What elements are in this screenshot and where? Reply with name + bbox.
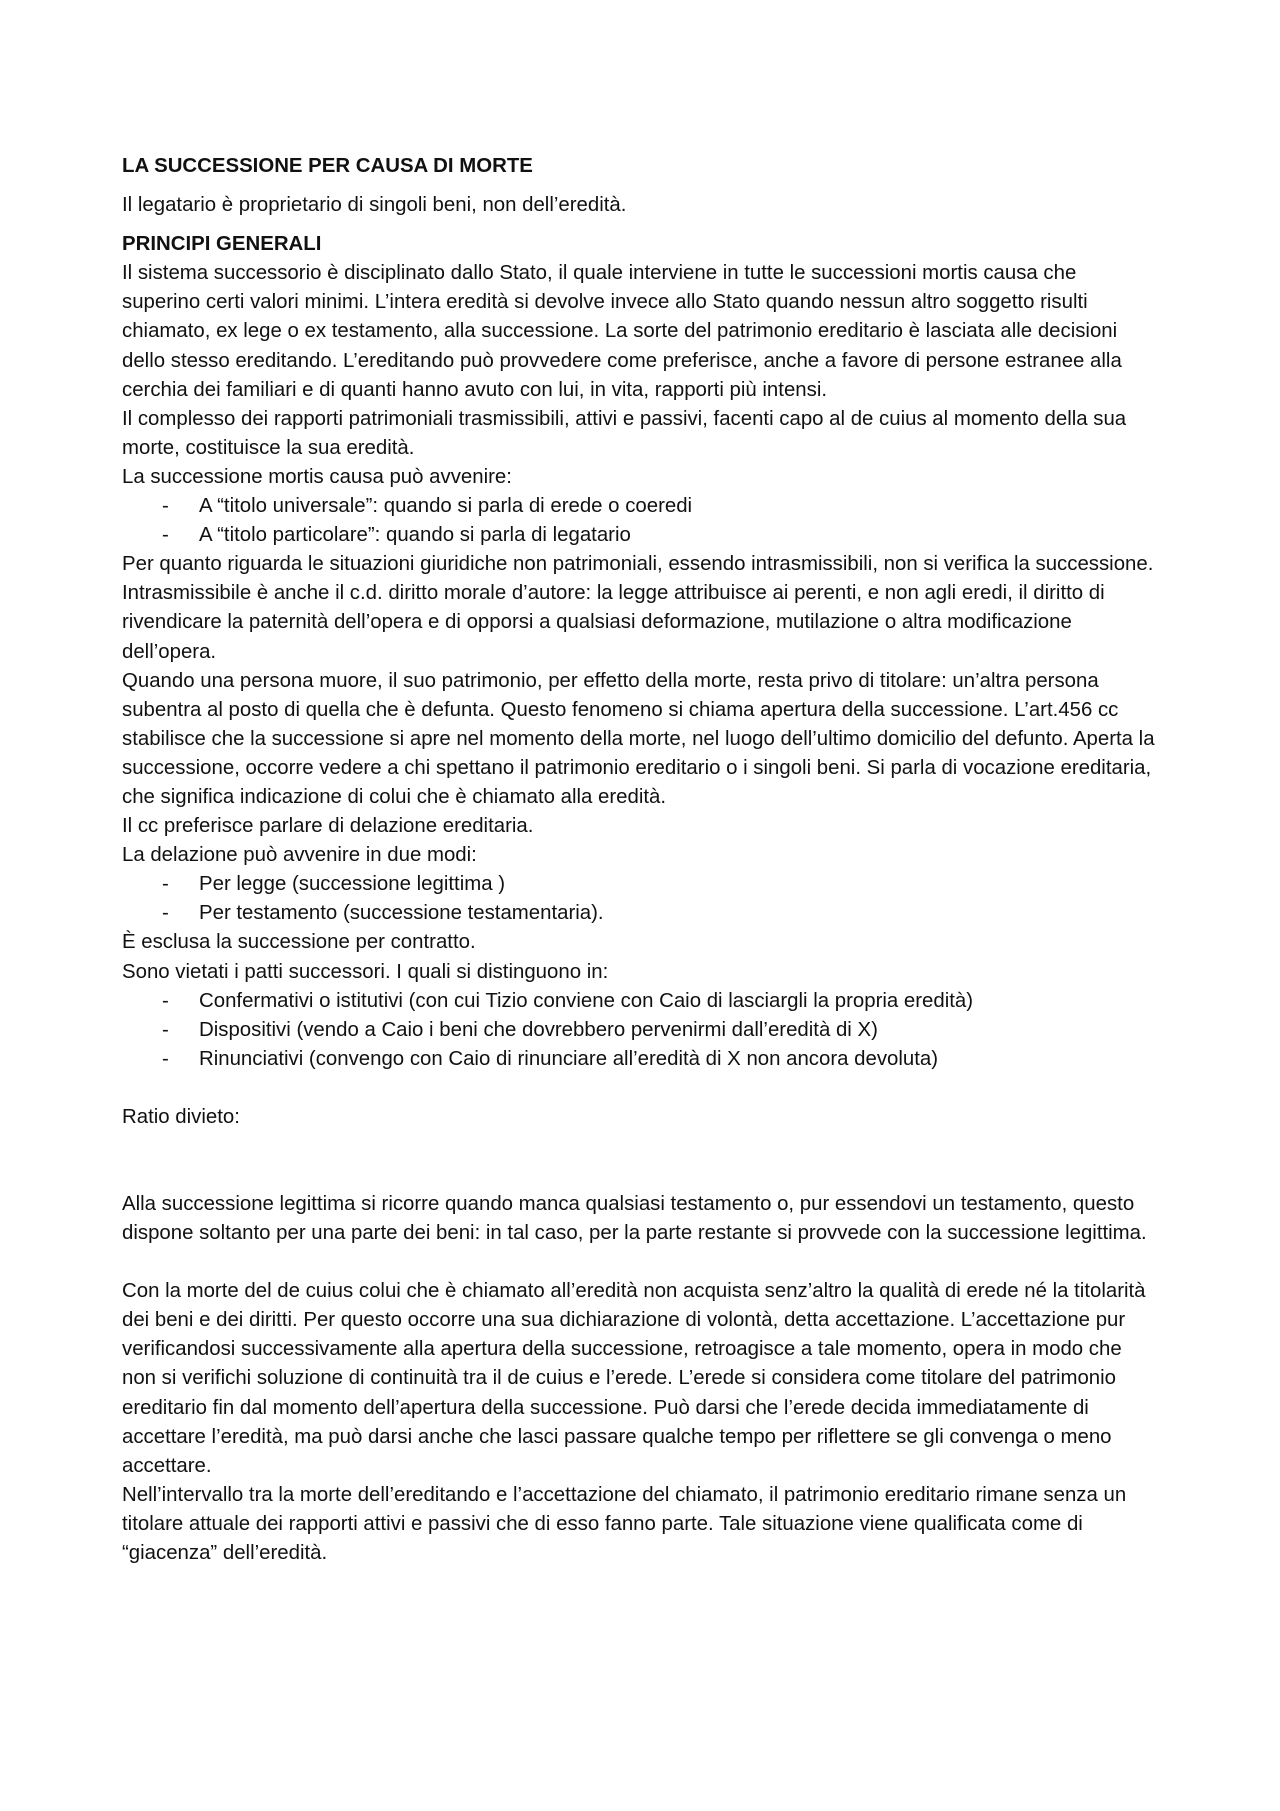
list-marker: - — [162, 873, 169, 896]
paragraph: Il complesso dei rapporti patrimoniali trasmissibili, attivi e passivi, facenti capo al de cuius al momento della sua morte, costituisce la sua eredità. — [122, 407, 1127, 459]
list-marker: - — [162, 495, 169, 518]
paragraph: Il cc preferisce parlare di delazione ereditaria. — [122, 815, 534, 838]
paragraph: Quando una persona muore, il suo patrimonio, per effetto della morte, resta privo di titolare: un’altra persona subentra al posto di quella che è defunta. Questo fenomeno si chiama apertura della successione. L’art.456 cc stabilisce che la successione si apre nel momento della morte, nel luogo dell’ultimo domicilio del defunto. Aperta la successione, occorre vedere a chi spettano il patrimonio ereditario o i singoli beni. Si parla di vocazione ereditaria, che significa indicazione di colui che è chiamato alla eredità. — [122, 669, 1155, 808]
list-marker: - — [162, 902, 169, 925]
list-item — [122, 870, 1160, 899]
list-marker: - — [162, 1018, 169, 1041]
list-item-text: Per legge (successione legittima ) — [199, 873, 505, 896]
list-item-text: A “titolo universale”: quando si parla di erede o coeredi — [199, 495, 693, 518]
paragraph: Ratio divieto: — [122, 1105, 240, 1128]
list-item — [122, 899, 1160, 928]
intro-paragraph: Il legatario è proprietario di singoli beni, non dell’eredità. — [122, 194, 627, 217]
paragraph: Il sistema successorio è disciplinato dallo Stato, il quale interviene in tutte le successioni mortis causa che superino certi valori minimi. L’intera eredità si devolve invece allo Stato quando nessun altro soggetto risulti chiamato, ex lege o ex testamento, alla successione. La sorte del patrimonio ereditario è lasciata alle decisioni dello stesso ereditando. L’ereditando può provvedere come preferisce, anche a favore di persone estranee alla cerchia dei familiari e di quanti hanno avuto con lui, in vita, rapporti più intensi. — [122, 262, 1122, 401]
list-item — [122, 492, 1160, 521]
list-item — [122, 987, 1160, 1016]
list-marker: - — [162, 524, 169, 547]
section-heading: PRINCIPI GENERALI — [122, 233, 322, 256]
paragraph: Sono vietati i patti successori. I quali si distinguono in: — [122, 960, 609, 983]
bullet-list — [122, 870, 1160, 928]
bullet-list — [122, 492, 1160, 550]
paragraph: Per quanto riguarda le situazioni giuridiche non patrimoniali, essendo intrasmissibili, non si verifica la successione. — [122, 553, 1154, 576]
bullet-list — [122, 987, 1160, 1074]
blank-line — [122, 1248, 1160, 1277]
paragraph: È esclusa la successione per contratto. — [122, 931, 476, 954]
blank-line — [122, 1132, 1160, 1190]
list-item-text: A “titolo particolare”: quando si parla di legatario — [199, 524, 631, 547]
document-title: LA SUCCESSIONE PER CAUSA DI MORTE — [122, 155, 533, 177]
list-item-text: Per testamento (successione testamentaria). — [199, 902, 604, 925]
list-item-text: Rinunciativi (convengo con Caio di rinunciare all’eredità di X non ancora devoluta) — [199, 1047, 939, 1070]
list-item — [122, 1045, 1160, 1074]
paragraph: Con la morte del de cuius colui che è chiamato all’eredità non acquista senz’altro la qualità di erede né la titolarità dei beni e dei diritti. Per questo occorre una sua dichiarazione di volontà, detta accettazione. L’accettazione pur verificandosi successivamente alla apertura della successione, retroagisce a tale momento, opera in modo che non si verifichi soluzione di continuità tra il de cuius e l’erede. L’erede si considera come titolare del patrimonio ereditario fin dal momento dell’apertura della successione. Può darsi che l’erede decida immediatamente di accettare l’eredità, ma può darsi anche che lasci passare qualche tempo per riflettere se gli convenga o meno accettare. — [122, 1280, 1146, 1477]
list-item — [122, 521, 1160, 550]
paragraph: Alla successione legittima si ricorre quando manca qualsiasi testamento o, pur essendovi un testamento, questo dispone soltanto per una parte dei beni: in tal caso, per la parte restante si provvede con la successione legittima. — [122, 1193, 1147, 1245]
list-marker: - — [162, 989, 169, 1012]
blank-line — [122, 1074, 1160, 1103]
list-item-text: Dispositivi (vendo a Caio i beni che dovrebbero pervenirmi dall’eredità di X) — [199, 1018, 878, 1041]
list-marker: - — [162, 1047, 169, 1070]
paragraph: Nell’intervallo tra la morte dell’ereditando e l’accettazione del chiamato, il patrimonio ereditario rimane senza un titolare attuale dei rapporti attivi e passivi che di esso fanno parte. Tale situazione viene qualificata come di “giacenza” dell’eredità. — [122, 1483, 1127, 1565]
paragraph: Intrasmissibile è anche il c.d. diritto morale d’autore: la legge attribuisce ai perenti, e non agli eredi, il diritto di rivendicare la paternità dell’opera e di opporsi a qualsiasi deformazione, mutilazione o altra modificazione dell’opera. — [122, 582, 1105, 663]
paragraph: La successione mortis causa può avvenire: — [122, 465, 512, 488]
list-item-text: Confermativi o istitutivi (con cui Tizio conviene con Caio di lasciargli la propria eredità) — [199, 989, 974, 1012]
list-item — [122, 1016, 1160, 1045]
paragraph: La delazione può avvenire in due modi: — [122, 844, 477, 867]
